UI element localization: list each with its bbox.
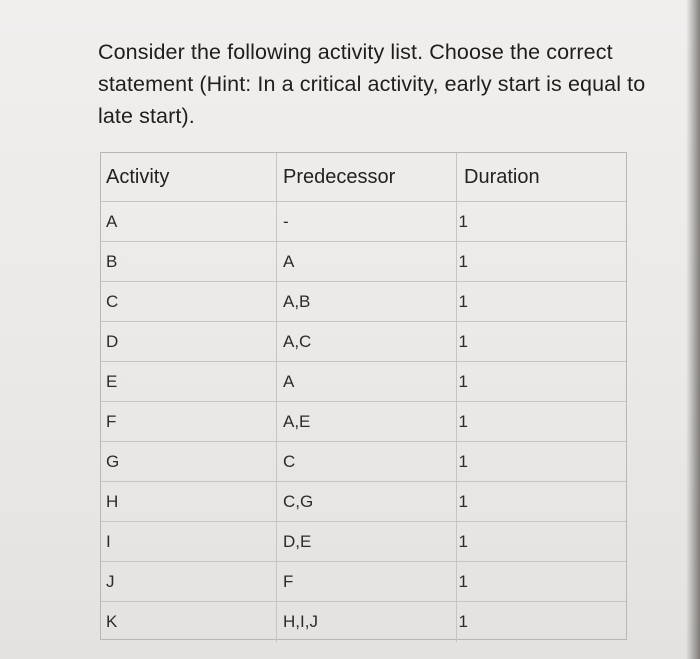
table-row: [101, 522, 626, 562]
table-row: [101, 442, 626, 482]
header-duration: Duration: [457, 153, 627, 202]
activity-cell: H: [101, 482, 277, 522]
table-row: [101, 362, 626, 402]
activity-cell: C: [101, 282, 277, 322]
duration-cell: 1: [457, 202, 627, 242]
page-edge-shadow: [686, 0, 700, 659]
predecessor-cell: A: [277, 362, 457, 402]
activity-cell: G: [101, 442, 277, 482]
predecessor-cell: A,C: [277, 322, 457, 362]
duration-cell: 1: [457, 282, 627, 322]
predecessor-cell: C: [277, 442, 457, 482]
predecessor-cell: A: [277, 242, 457, 282]
question-text: Consider the following activity list. Choose the correct statement (Hint: In a critical activity, early start is equal to late start).: [98, 40, 646, 128]
activity-cell: J: [101, 562, 277, 602]
table-row: [101, 562, 626, 602]
table-row: [101, 242, 626, 282]
table-row: [101, 602, 626, 642]
predecessor-cell: C,G: [277, 482, 457, 522]
predecessor-cell: D,E: [277, 522, 457, 562]
activity-cell: K: [106, 611, 118, 631]
duration-cell: 1: [457, 362, 627, 402]
activity-cell: D: [101, 322, 277, 362]
predecessor-cell: A,B: [277, 282, 457, 322]
table-row: [101, 482, 626, 522]
duration-cell: 1: [457, 442, 627, 482]
duration-cell: 1: [457, 482, 627, 522]
duration-cell: 1: [457, 242, 627, 282]
predecessor-cell: F: [277, 562, 457, 602]
activity-cell: B: [101, 242, 277, 282]
predecessor-cell: A,E: [277, 402, 457, 442]
table-row: [101, 202, 626, 242]
duration-cell: 1: [457, 602, 627, 642]
activity-cell: A: [101, 202, 277, 242]
duration-cell: 1: [457, 322, 627, 362]
header-predecessor: Predecessor: [277, 153, 457, 202]
table-row: [101, 322, 626, 362]
predecessor-cell: -: [277, 202, 457, 242]
predecessor-cell: H,I,J: [277, 602, 457, 642]
activity-cell: I: [101, 522, 277, 562]
activity-cell: F: [101, 402, 277, 442]
table-row: [101, 402, 626, 442]
table-row: [101, 282, 626, 322]
duration-cell: 1: [457, 402, 627, 442]
activity-cell: E: [101, 362, 277, 402]
table-header-row: [101, 153, 626, 202]
duration-cell: 1: [457, 562, 627, 602]
duration-cell: 1: [457, 522, 627, 562]
header-activity: Activity: [101, 153, 277, 202]
activity-table: [100, 152, 627, 640]
